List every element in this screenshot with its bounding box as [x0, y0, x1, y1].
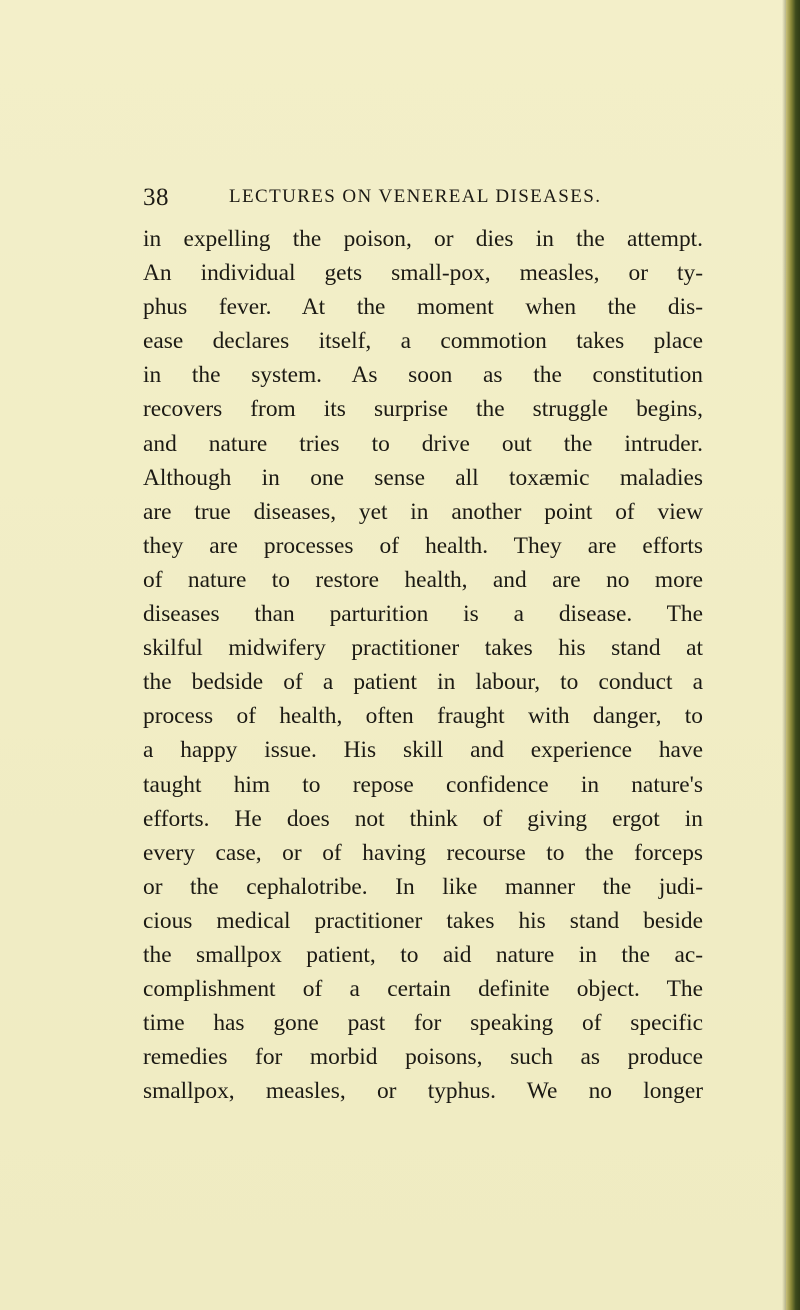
text-line: complishment of a certain definite object. The — [143, 976, 703, 1003]
body-text — [143, 222, 703, 1108]
text-line: Although in one sense all toxæmic maladies — [143, 464, 703, 491]
text-line: smallpox, measles, or typhus. We no longer — [143, 1078, 703, 1105]
text-line: phus fever. At the moment when the dis- — [143, 294, 703, 321]
text-line: efforts. He does not think of giving ergot in — [143, 805, 703, 832]
text-line: are true diseases, yet in another point of view — [143, 498, 703, 525]
text-line: ease declares itself, a commotion takes place — [143, 328, 703, 355]
text-line: in expelling the poison, or dies in the attempt. — [143, 226, 703, 252]
text-line: every case, or of having recourse to the forceps — [143, 839, 703, 866]
text-line: An individual gets small-pox, measles, or ty- — [143, 260, 703, 287]
text-line: diseases than parturition is a disease. The — [143, 601, 703, 628]
text-line: cious medical practitioner takes his stand beside — [143, 907, 703, 934]
text-line: of nature to restore health, and are no more — [143, 566, 703, 593]
page-header — [143, 184, 643, 218]
text-line: taught him to repose confidence in nature's — [143, 771, 703, 798]
text-line: remedies for morbid poisons, such as produce — [143, 1044, 703, 1071]
text-line: the bedside of a patient in labour, to conduct a — [143, 669, 703, 696]
page-number: 38 — [143, 184, 169, 211]
text-line: a happy issue. His skill and experience have — [143, 737, 703, 764]
running-head: LECTURES ON VENEREAL DISEASES. — [229, 186, 602, 207]
text-line: or the cephalotribe. In like manner the judi- — [143, 873, 703, 900]
text-line: recovers from its surprise the struggle begins, — [143, 396, 703, 423]
text-line: skilful midwifery practitioner takes his stand at — [143, 635, 703, 662]
text-line: process of health, often fraught with danger, to — [143, 703, 703, 730]
text-line: time has gone past for speaking of specific — [143, 1010, 703, 1037]
text-line: and nature tries to drive out the intruder. — [143, 430, 703, 457]
text-line: the smallpox patient, to aid nature in the ac- — [143, 941, 703, 968]
text-line: they are processes of health. They are efforts — [143, 532, 703, 559]
book-binding-edge — [786, 0, 800, 1310]
text-line: in the system. As soon as the constitution — [143, 362, 703, 389]
